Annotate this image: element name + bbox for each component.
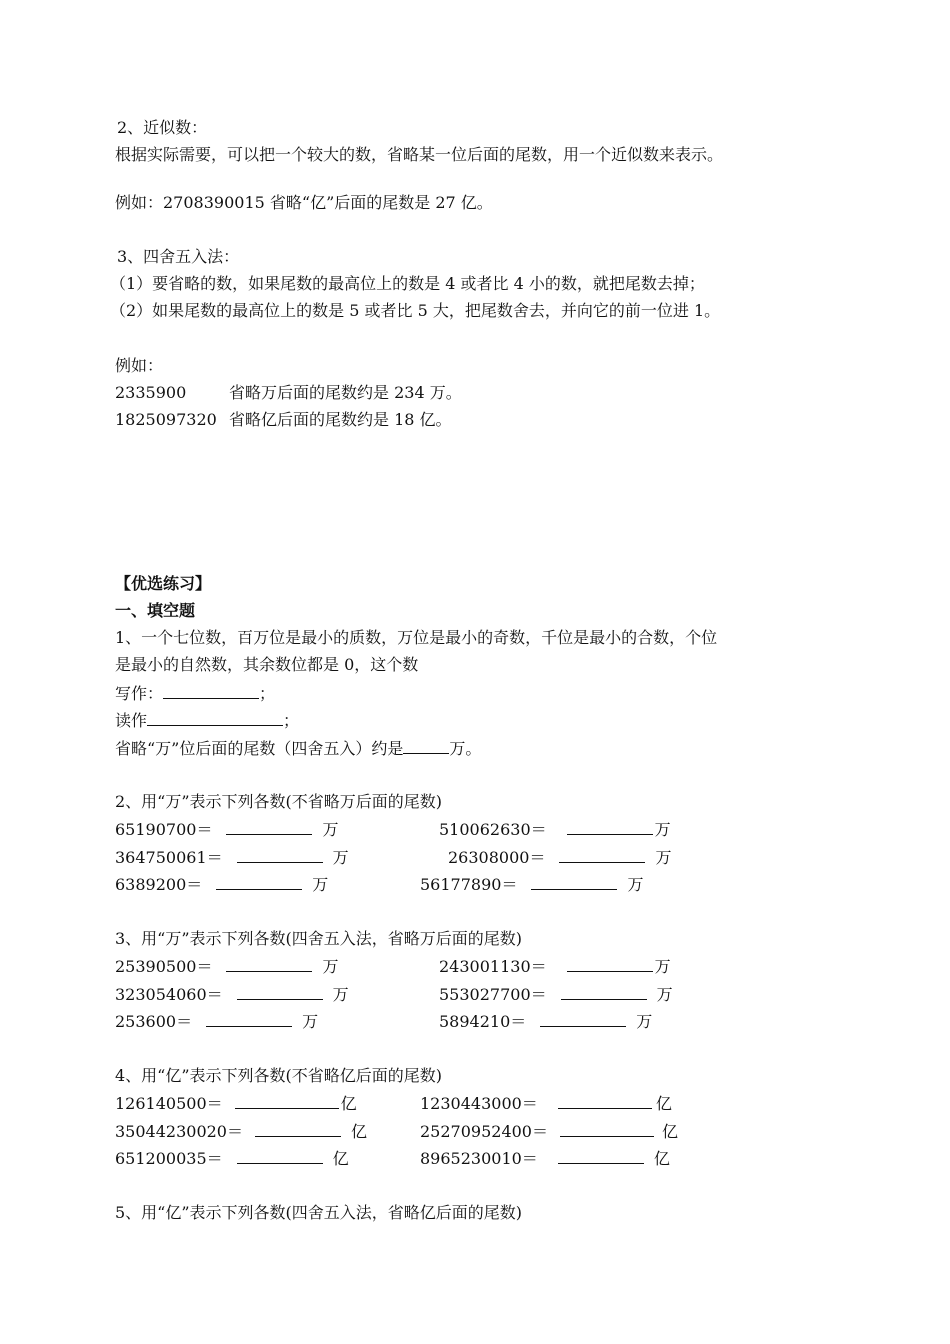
- section-heading: 一、填空题: [115, 601, 196, 620]
- answer-blank[interactable]: [567, 955, 653, 972]
- unit: 万: [312, 875, 329, 894]
- unit: 万: [322, 820, 339, 839]
- answer-blank[interactable]: [560, 1120, 654, 1137]
- example-number: 1825097320: [115, 410, 217, 429]
- exercise-item: [420, 1147, 670, 1170]
- exercise-item: [115, 873, 328, 896]
- section-3-title: 3、四舍五入法：: [117, 247, 240, 266]
- exercise-item: [115, 1147, 349, 1170]
- example-text: 省略万后面的尾数约是 234 万。: [229, 383, 462, 402]
- unit: 万: [322, 957, 339, 976]
- answer-blank[interactable]: [561, 983, 647, 1000]
- exercise-item: [115, 1010, 318, 1033]
- answer-blank[interactable]: [226, 818, 312, 835]
- exercise-number: 253600＝: [115, 1012, 193, 1031]
- approx-label: 省略“万”位后面的尾数（四舍五入）约是: [115, 739, 404, 758]
- semicolon: ；: [283, 711, 300, 730]
- example-text: 省略亿后面的尾数约是 18 亿。: [229, 410, 452, 429]
- exercise-number: 126140500＝: [115, 1094, 223, 1113]
- unit: 亿: [340, 1094, 357, 1113]
- unit: 亿: [655, 1094, 672, 1113]
- exercise-item: [439, 955, 671, 978]
- answer-blank[interactable]: [558, 1147, 644, 1164]
- exercise-number: 25270952400＝: [420, 1122, 548, 1141]
- practice-heading: 【优选练习】: [115, 574, 212, 593]
- exercise-item: [420, 873, 643, 896]
- exercise-number: 56177890＝: [420, 875, 518, 894]
- semicolon: ；: [259, 684, 276, 703]
- exercise-number: 243001130＝: [439, 957, 547, 976]
- exercise-number: 364750061＝: [115, 848, 223, 867]
- exercise-item: [115, 1120, 367, 1143]
- question-1-line-1: 1、一个七位数，百万位是最小的质数，万位是最小的奇数，千位是最小的合数，个位: [115, 628, 718, 647]
- exercise-number: 5894210＝: [439, 1012, 527, 1031]
- question-5-title: 5、用“亿”表示下列各数(四舍五入法，省略亿后面的尾数): [115, 1203, 523, 1222]
- unit: 亿: [653, 1149, 670, 1168]
- answer-blank[interactable]: [226, 955, 312, 972]
- answer-blank[interactable]: [216, 873, 302, 890]
- answer-blank[interactable]: [237, 846, 323, 863]
- question-4-title: 4、用“亿”表示下列各数(不省略亿后面的尾数): [115, 1066, 443, 1085]
- answer-blank[interactable]: [206, 1010, 292, 1027]
- write-label: 写作：: [115, 684, 164, 703]
- answer-blank[interactable]: [567, 818, 653, 835]
- exercise-number: 8965230010＝: [420, 1149, 538, 1168]
- unit: 万: [636, 1012, 653, 1031]
- section-2-body: 根据实际需要，可以把一个较大的数，省略某一位后面的尾数，用一个近似数来表示。: [115, 145, 724, 164]
- unit: 万: [654, 820, 671, 839]
- exercise-item: [420, 1092, 672, 1115]
- unit: 万: [627, 875, 644, 894]
- exercise-item: [439, 818, 671, 841]
- question-3-title: 3、用“万”表示下列各数(四舍五入法，省略万后面的尾数): [115, 929, 523, 948]
- exercise-number: 323054060＝: [115, 985, 223, 1004]
- answer-blank[interactable]: [558, 1092, 652, 1109]
- exercise-item: [439, 1010, 652, 1033]
- unit: 万: [332, 848, 349, 867]
- rule-1: （1）要省略的数，如果尾数的最高位上的数是 4 或者比 4 小的数，就把尾数去掉；: [110, 274, 705, 293]
- unit: 亿: [350, 1122, 367, 1141]
- example-number: 2335900: [115, 383, 187, 402]
- rule-2: （2）如果尾数的最高位上的数是 5 或者比 5 大，把尾数舍去，并向它的前一位进 1。: [110, 301, 721, 320]
- exercise-number: 553027700＝: [439, 985, 547, 1004]
- example-label: 例如：: [115, 356, 164, 375]
- answer-blank[interactable]: [147, 709, 283, 726]
- exercise-item: [115, 1092, 357, 1115]
- exercise-number: 65190700＝: [115, 820, 213, 839]
- exercise-item: [420, 1120, 678, 1143]
- unit: 万: [655, 848, 672, 867]
- answer-blank[interactable]: [237, 983, 323, 1000]
- unit: 万: [656, 985, 673, 1004]
- exercise-number: 6389200＝: [115, 875, 203, 894]
- answer-blank[interactable]: [255, 1120, 341, 1137]
- question-2-title: 2、用“万”表示下列各数(不省略万后面的尾数): [115, 792, 443, 811]
- answer-blank[interactable]: [531, 873, 617, 890]
- exercise-item: [439, 983, 673, 1006]
- read-answer-row: [115, 709, 299, 732]
- exercise-item: [115, 983, 349, 1006]
- exercise-number: 1230443000＝: [420, 1094, 538, 1113]
- unit: 亿: [332, 1149, 349, 1168]
- unit: 万: [302, 1012, 319, 1031]
- question-1-line-2: 是最小的自然数，其余数位都是 0，这个数: [115, 655, 419, 674]
- approx-answer-row: [115, 737, 481, 760]
- answer-blank[interactable]: [235, 1092, 339, 1109]
- exercise-number: 25390500＝: [115, 957, 213, 976]
- exercise-item: [115, 846, 349, 869]
- section-2-example: 例如：2708390015 省略“亿”后面的尾数是 27 亿。: [115, 193, 493, 212]
- exercise-item: [115, 955, 338, 978]
- exercise-item: [448, 846, 671, 869]
- section-2-title: 2、近似数：: [117, 118, 208, 137]
- unit: 亿: [661, 1122, 678, 1141]
- answer-blank[interactable]: [559, 846, 645, 863]
- unit: 万: [332, 985, 349, 1004]
- exercise-number: 651200035＝: [115, 1149, 223, 1168]
- answer-blank[interactable]: [540, 1010, 626, 1027]
- exercise-item: [115, 818, 338, 841]
- answer-blank[interactable]: [163, 682, 259, 699]
- exercise-number: 510062630＝: [439, 820, 547, 839]
- answer-blank[interactable]: [237, 1147, 323, 1164]
- write-answer-row: [115, 682, 275, 705]
- answer-blank[interactable]: [403, 737, 449, 754]
- approx-unit: 万。: [449, 739, 482, 758]
- exercise-number: 35044230020＝: [115, 1122, 243, 1141]
- unit: 万: [654, 957, 671, 976]
- read-label: 读作: [115, 711, 148, 730]
- exercise-number: 26308000＝: [448, 848, 546, 867]
